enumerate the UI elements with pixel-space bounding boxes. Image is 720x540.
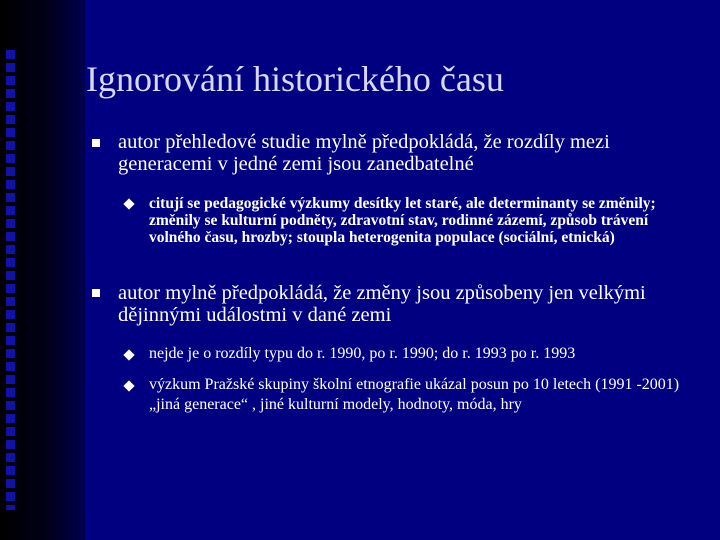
diamond-bullet-icon bbox=[123, 198, 134, 209]
square-bullet-icon bbox=[92, 289, 100, 297]
diamond-bullet-icon bbox=[123, 349, 134, 360]
slide-title: Ignorování historického času bbox=[86, 59, 504, 99]
subbullet-text-1-1: citují se pedagogické výzkumy desítky let staré, ale determinanty se změnily; změnily se kulturní podněty, zdravotní stav, rodinné zázemí, způsob trávení volného času, hrozby; stoupla heterogenita populace (sociální, etnická) bbox=[149, 195, 656, 246]
subbullet-text-2-1: nejde je o rozdíly typu do r. 1990, po r. 1990; do r. 1993 po r. 1993 bbox=[149, 345, 576, 362]
decor-squares-column bbox=[2, 50, 18, 510]
square-bullet-icon bbox=[92, 139, 100, 147]
diamond-bullet-icon bbox=[123, 380, 134, 391]
bullet-text-1: autor přehledové studie mylně předpokládá, že rozdíly mezi generacemi v jedné zemi jsou zanedbatelné bbox=[118, 131, 610, 175]
subbullet-text-2-2: výzkum Pražské skupiny školní etnografie ukázal posun po 10 letech (1991 -2001) „jiná generace“ , jiné kulturní modely, hodnoty, móda, hry bbox=[149, 376, 680, 413]
bullet-text-2: autor mylně předpokládá, že změny jsou způsobeny jen velkými dějinnými událostmi v dané zemi bbox=[118, 282, 646, 326]
